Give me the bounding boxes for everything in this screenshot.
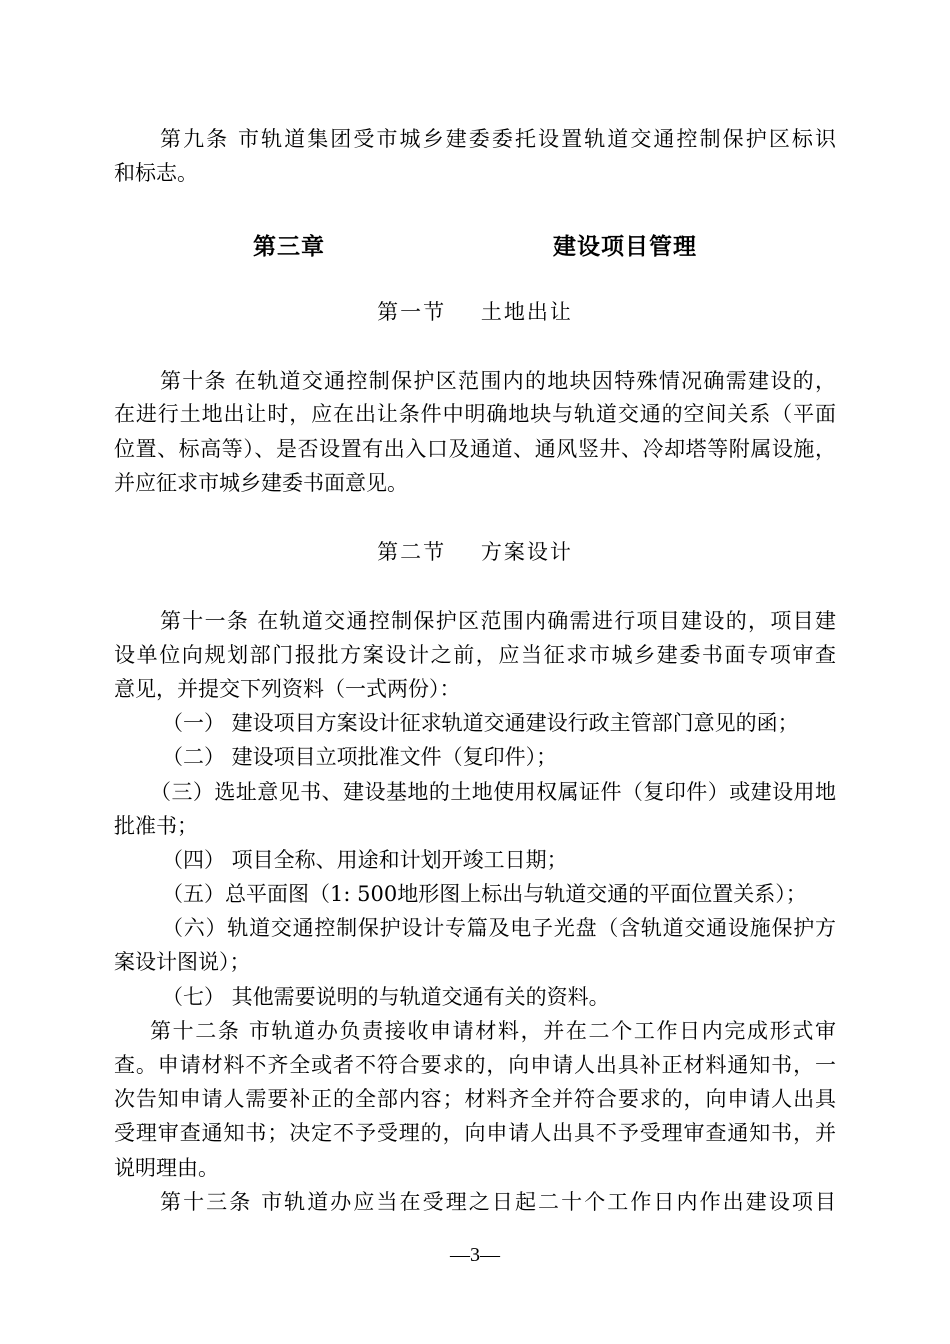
article-11-item-5: （五）总平面图（1: 500地形图上标出与轨道交通的平面位置关系）；	[162, 882, 807, 906]
article-11-item-7: （七） 其他需要说明的与轨道交通有关的资料。	[162, 985, 610, 1009]
article-10-line-2: 在进行土地出让时，应在出让条件中明确地块与轨道交通的空间关系（平面	[114, 402, 836, 426]
article-11-item-1: （一） 建设项目方案设计征求轨道交通建设行政主管部门意见的函；	[162, 711, 799, 735]
article-11-item-6-line-2: 案设计图说）；	[114, 950, 251, 974]
article-11-item-4: （四） 项目全称、用途和计划开竣工日期；	[162, 848, 568, 872]
chapter-title: 第三章 建设项目管理	[252, 234, 698, 260]
article-12-line-2: 查。申请材料不齐全或者不符合要求的，向申请人出具补正材料通知书，一	[114, 1053, 836, 1077]
article-11-item-6-line-1: （六）轨道交通控制保护设计专篇及电子光盘（含轨道交通设施保护方	[162, 916, 836, 940]
article-12-line-1: 第十二条 市轨道办负责接收申请材料，并在二个工作日内完成形式审	[150, 1019, 836, 1043]
article-11-item-3-line-1: （三）选址意见书、建设基地的土地使用权属证件（复印件）或建设用地	[150, 780, 836, 804]
section-2-title: 第二节 方案设计	[377, 540, 573, 564]
article-10-line-4: 并应征求市城乡建委书面意见。	[114, 471, 408, 495]
article-12-line-4: 受理审查通知书；决定不予受理的，向申请人出具不予受理审查通知书，并	[114, 1121, 836, 1145]
page-number: —3—	[450, 1244, 500, 1266]
article-11-line-1: 第十一条 在轨道交通控制保护区范围内确需进行项目建设的，项目建	[160, 609, 836, 633]
article-12-line-5: 说明理由。	[114, 1156, 219, 1180]
article-9-line-2: 和标志。	[114, 161, 198, 185]
section-1-title: 第一节 土地出让	[377, 300, 573, 324]
article-11-item-2: （二） 建设项目立项批准文件（复印件）；	[162, 745, 558, 769]
article-11-item-3-line-2: 批准书；	[114, 814, 198, 838]
article-11-line-2: 设单位向规划部门报批方案设计之前，应当征求市城乡建委书面专项审查	[114, 643, 836, 667]
article-12-line-3: 次告知申请人需要补正的全部内容；材料齐全并符合要求的，向申请人出具	[114, 1087, 836, 1111]
article-10-line-1: 第十条 在轨道交通控制保护区范围内的地块因特殊情况确需建设的，	[160, 369, 836, 393]
article-13-line-1: 第十三条 市轨道办应当在受理之日起二十个工作日内作出建设项目	[160, 1190, 836, 1214]
article-11-line-3: 意见，并提交下列资料（一式两份）：	[114, 677, 461, 701]
article-9-line-1: 第九条 市轨道集团受市城乡建委委托设置轨道交通控制保护区标识	[160, 127, 836, 151]
article-10-line-3: 位置、标高等）、是否设置有出入口及通道、通风竖井、冷却塔等附属设施，	[114, 437, 836, 461]
